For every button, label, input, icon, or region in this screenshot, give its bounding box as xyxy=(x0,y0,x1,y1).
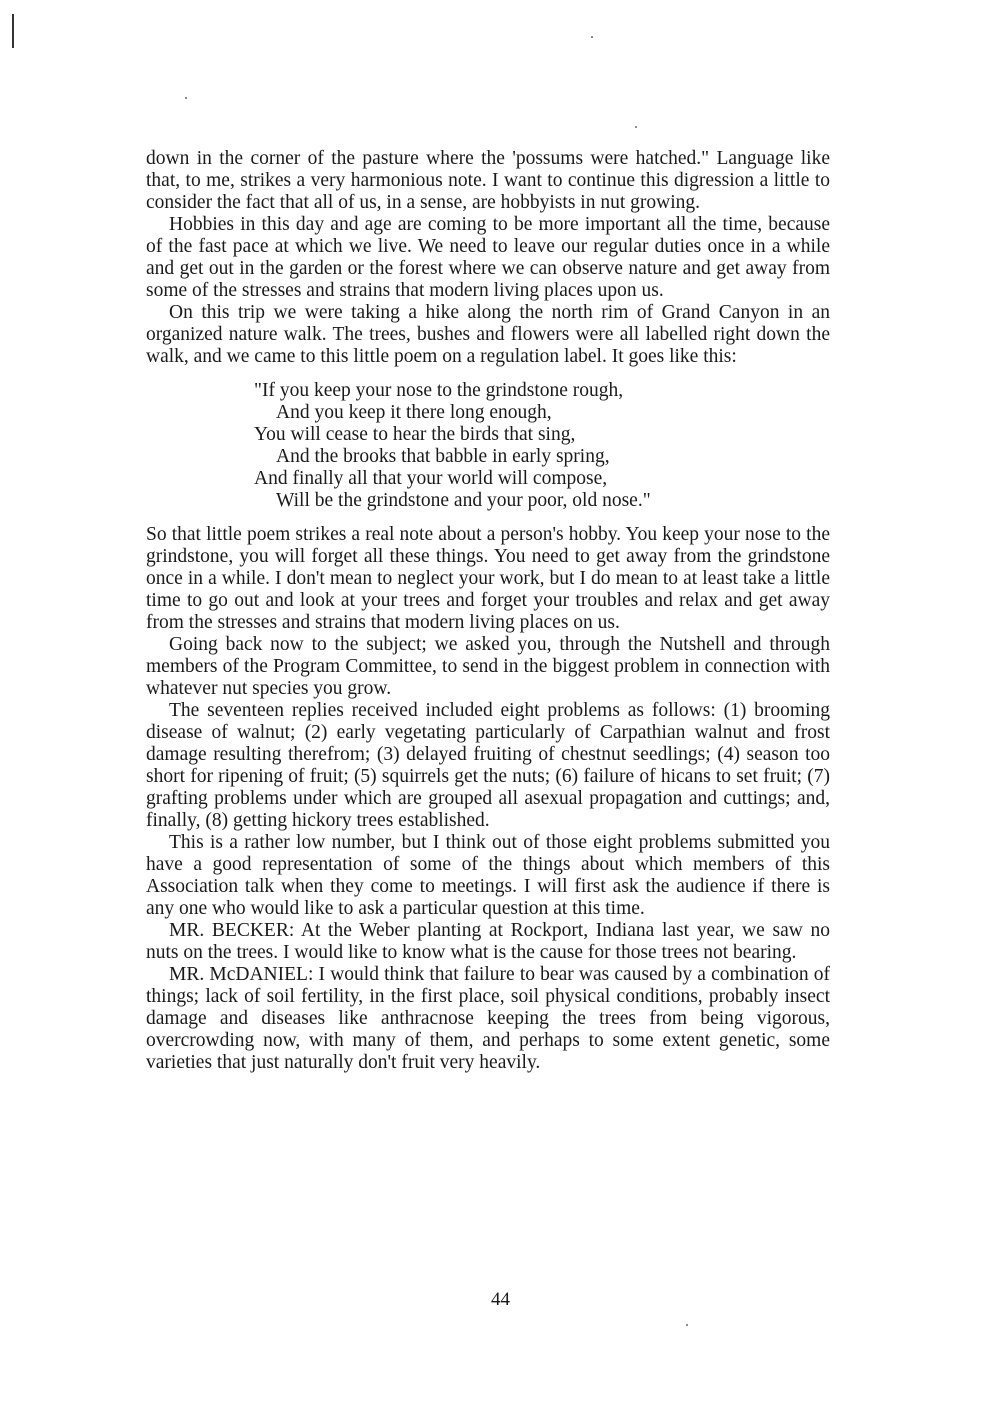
poem-line: Will be the grindstone and your poor, old nose." xyxy=(276,490,651,511)
paragraph: On this trip we were taking a hike along the north rim of Grand Canyon in an organized nature walk. The trees, bushes and flowers were all labelled right down the walk, and we came to this little poem on a regulation label. It goes like this: xyxy=(146,302,830,367)
page-number: 44 xyxy=(491,1289,510,1310)
paragraph: Going back now to the subject; we asked you, through the Nutshell and through members of the Program Committee, to send in the biggest problem in connection with whatever nut species you grow. xyxy=(146,634,830,699)
scan-edge-mark xyxy=(12,14,14,48)
scan-speck xyxy=(591,36,593,38)
poem-line: And the brooks that babble in early spring, xyxy=(276,446,610,467)
body-text xyxy=(146,148,830,1074)
scan-speck xyxy=(185,97,187,99)
poem-line: And finally all that your world will compose, xyxy=(254,468,608,489)
paragraph: So that little poem strikes a real note about a person's hobby. You keep your nose to the grindstone, you will forget all these things. You need to get away from the grindstone once in a while. I don't mean to neglect your work, but I do mean to at least take a little time to go out and look at your trees and forget your troubles and relax and get away from the stresses and strains that modern living places on us. xyxy=(146,524,830,633)
paragraph: MR. BECKER: At the Weber planting at Rockport, Indiana last year, we saw no nuts on the trees. I would like to know what is the cause for those trees not bearing. xyxy=(146,920,830,963)
scan-speck xyxy=(686,1324,688,1326)
poem xyxy=(254,380,830,512)
paragraph: down in the corner of the pasture where the 'possums were hatched." Language like that, to me, strikes a very harmonious note. I want to continue this digression a little to consider the fact that all of us, in a sense, are hobbyists in nut growing. xyxy=(146,148,830,213)
paragraph: The seventeen replies received included eight problems as follows: (1) brooming disease of walnut; (2) early vegetating particularly of Carpathian walnut and frost damage resulting therefrom; (3) delayed fruiting of chestnut seedlings; (4) season too short for ripening of fruit; (5) squirrels get the nuts; (6) failure of hicans to set fruit; (7) grafting problems under which are grouped all asexual propagation and cuttings; and, finally, (8) getting hickory trees established. xyxy=(146,700,830,831)
paragraph: MR. McDANIEL: I would think that failure to bear was caused by a combination of things; lack of soil fertility, in the first place, soil physical conditions, probably insect damage and diseases like anthracnose keeping the trees from being vigorous, overcrowding now, with many of them, and perhaps to some extent genetic, some varieties that just naturally don't fruit very heavily. xyxy=(146,964,830,1073)
poem-line: "If you keep your nose to the grindstone rough, xyxy=(254,380,624,401)
poem-line: And you keep it there long enough, xyxy=(276,402,552,423)
poem-line: You will cease to hear the birds that sing, xyxy=(254,424,576,445)
paragraph: This is a rather low number, but I think out of those eight problems submitted you have a good representation of some of the things about which members of this Association talk when they come to meetings. I will first ask the audience if there is any one who would like to ask a particular question at this time. xyxy=(146,832,830,919)
scan-speck xyxy=(635,126,637,128)
paragraph: Hobbies in this day and age are coming to be more important all the time, because of the fast pace at which we live. We need to leave our regular duties once in a while and get out in the garden or the forest where we can observe nature and get away from some of the stresses and strains that modern living places upon us. xyxy=(146,214,830,301)
